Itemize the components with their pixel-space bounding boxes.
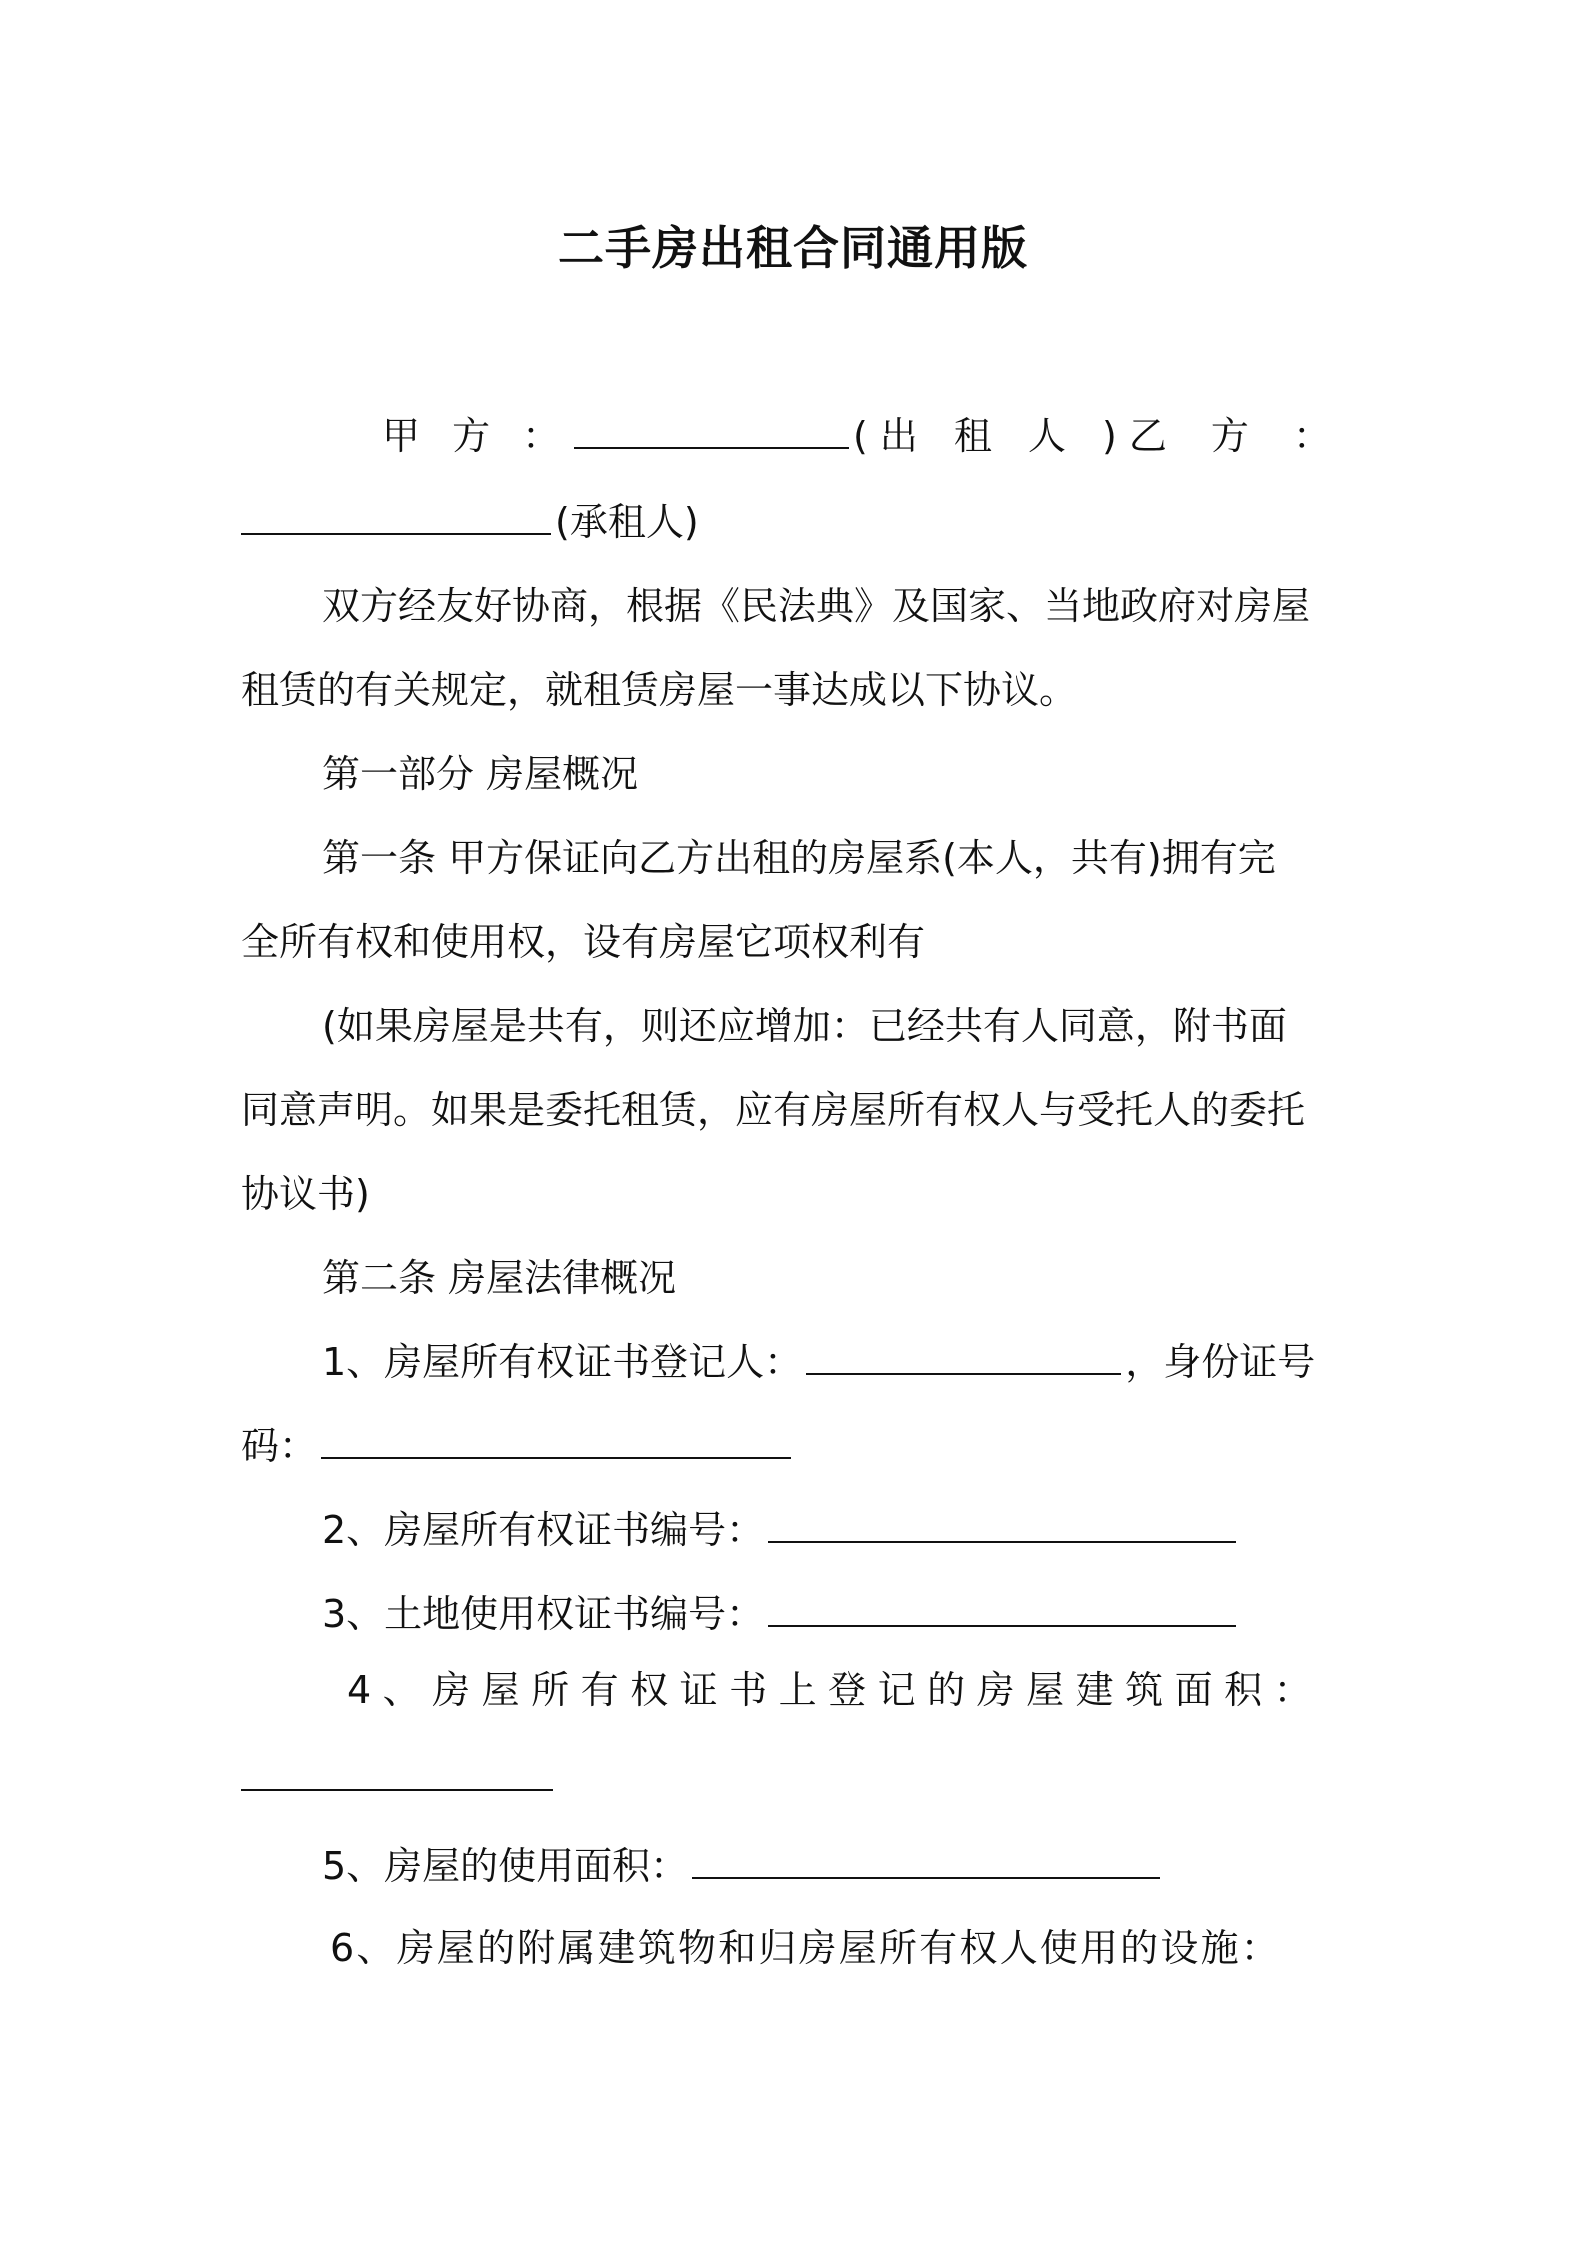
article2-heading: 第二条 房屋法律概况 <box>322 1256 677 1300</box>
party-b-role: (承租人) <box>555 500 699 544</box>
note-line-2: 同意声明。如果是委托租赁，应有房屋所有权人与受托人的委托 <box>241 1088 1306 1132</box>
item1-cont-line <box>241 1420 795 1472</box>
item1-suffix: ，身份证号 <box>1125 1340 1316 1384</box>
note-line-1: (如果房屋是共有，则还应增加：已经共有人同意，附书面 <box>322 1004 1287 1048</box>
party-b-line <box>241 496 699 548</box>
party-a-role: (出 租 人 ) <box>852 414 1129 458</box>
party-a-blank <box>574 411 849 449</box>
item2-line <box>322 1504 1240 1556</box>
item4-blank <box>241 1753 553 1791</box>
item6-line: 6、房屋的附属建筑物和归房屋所有权人使用的设施： <box>330 1926 1281 1970</box>
item1-line <box>322 1336 1315 1388</box>
id-number-blank <box>321 1421 791 1459</box>
document-title: 二手房出租合同通用版 <box>558 221 1028 275</box>
item2-blank <box>768 1505 1236 1543</box>
party-b-label: 乙 方 ： <box>1128 414 1347 458</box>
item4-cont-line <box>241 1752 557 1804</box>
item1-cont-label: 码： <box>241 1424 318 1468</box>
item1-blank <box>806 1337 1121 1375</box>
part1-heading: 第一部分 房屋概况 <box>322 752 639 796</box>
item5-line <box>322 1840 1164 1892</box>
article1-line-2: 全所有权和使用权，设有房屋它项权利有 <box>241 920 926 964</box>
item3-blank <box>768 1589 1236 1627</box>
party-b-blank <box>241 497 551 535</box>
note-line-3: 协议书) <box>241 1172 370 1216</box>
item4-line: 4、房屋所有权证书上登记的房屋建筑面积： <box>347 1668 1324 1712</box>
intro-line-1: 双方经友好协商，根据《民法典》及国家、当地政府对房屋 <box>322 584 1311 628</box>
intro-line-2: 租赁的有关规定，就租赁房屋一事达成以下协议。 <box>241 668 1078 712</box>
party-line <box>382 410 1347 462</box>
article1-line-1: 第一条 甲方保证向乙方出租的房屋系(本人，共有)拥有完 <box>322 836 1276 880</box>
item3-line <box>322 1588 1240 1640</box>
item5-label: 5、房屋的使用面积： <box>322 1844 689 1888</box>
party-a-label: 甲 方 ： <box>382 414 571 458</box>
item2-label: 2、房屋所有权证书编号： <box>322 1508 765 1552</box>
item1-label: 1、房屋所有权证书登记人： <box>322 1340 803 1384</box>
item5-blank <box>692 1841 1160 1879</box>
item3-label: 3、土地使用权证书编号： <box>322 1592 765 1636</box>
